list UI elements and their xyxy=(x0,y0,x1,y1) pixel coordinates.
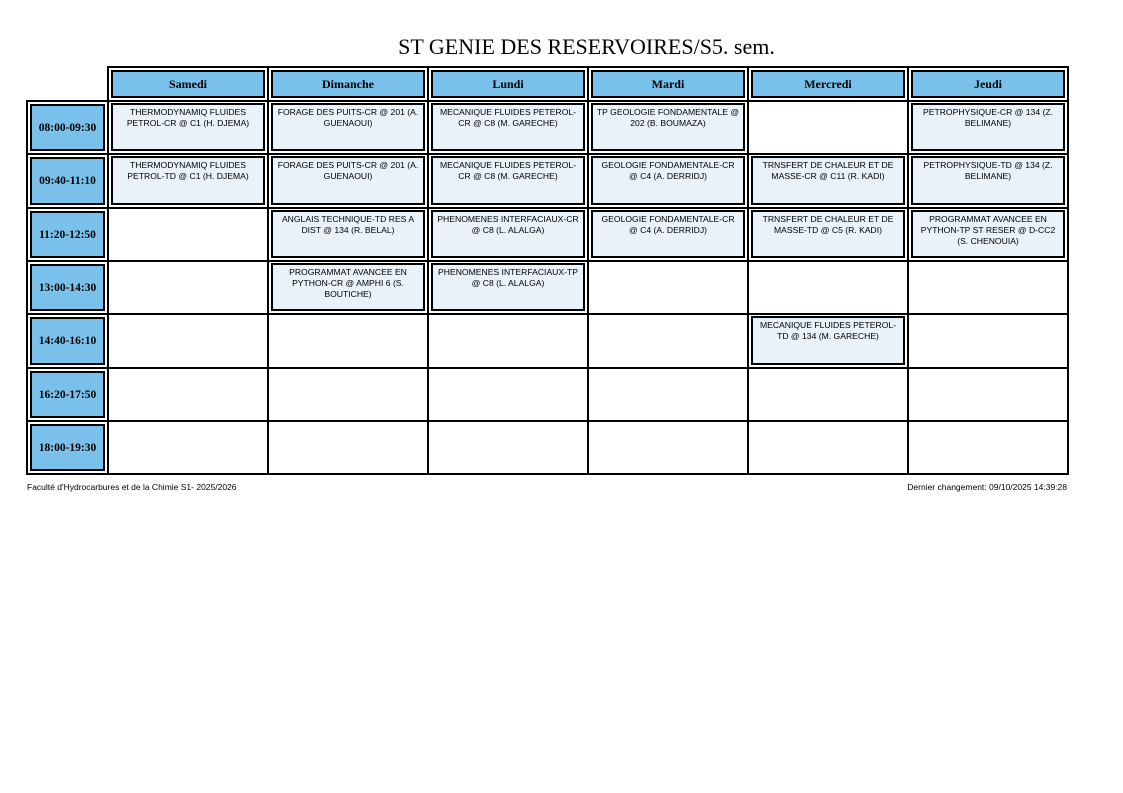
schedule-cell xyxy=(267,313,429,369)
day-header: Mercredi xyxy=(751,70,905,98)
schedule-cell xyxy=(587,420,749,475)
schedule-cell xyxy=(907,367,1069,422)
schedule-cell xyxy=(907,420,1069,475)
schedule-cell xyxy=(267,420,429,475)
course-block[interactable]: TRNSFERT DE CHALEUR ET DE MASSE-CR @ C11 (R. KADI) xyxy=(751,156,905,205)
course-block[interactable]: PHENOMENES INTERFACIAUX-CR @ C8 (L. ALALGA) xyxy=(431,210,585,258)
schedule-cell xyxy=(587,260,749,315)
course-block[interactable]: FORAGE DES PUITS-CR @ 201 (A. GUENAOUI) xyxy=(271,156,425,205)
day-header: Samedi xyxy=(111,70,265,98)
course-block[interactable]: THERMODYNAMIQ FLUIDES PETROL-CR @ C1 (H. DJEMA) xyxy=(111,103,265,151)
schedule-cell xyxy=(747,100,909,155)
time-slot-label: 13:00-14:30 xyxy=(30,264,105,311)
schedule-cell xyxy=(587,313,749,369)
schedule-cell xyxy=(267,367,429,422)
course-block[interactable]: FORAGE DES PUITS-CR @ 201 (A. GUENAOUI) xyxy=(271,103,425,151)
schedule-cell xyxy=(107,313,269,369)
schedule-cell xyxy=(107,207,269,262)
day-header: Lundi xyxy=(431,70,585,98)
course-block[interactable]: GEOLOGIE FONDAMENTALE-CR @ C4 (A. DERRIDJ) xyxy=(591,156,745,205)
page-title: ST GENIE DES RESERVOIRES/S5. sem. xyxy=(398,34,775,59)
time-slot-label: 11:20-12:50 xyxy=(30,211,105,258)
time-slot-label: 08:00-09:30 xyxy=(30,104,105,151)
course-block[interactable]: PETROPHYSIQUE-TD @ 134 (Z. BELIMANE) xyxy=(911,156,1065,205)
course-block[interactable]: TRNSFERT DE CHALEUR ET DE MASSE-TD @ C5 (R. KADI) xyxy=(751,210,905,258)
schedule-cell xyxy=(427,367,589,422)
schedule-cell xyxy=(587,367,749,422)
day-header: Mardi xyxy=(591,70,745,98)
course-block[interactable]: ANGLAIS TECHNIQUE-TD RES A DIST @ 134 (R. BELAL) xyxy=(271,210,425,258)
schedule-cell xyxy=(107,367,269,422)
course-block[interactable]: PETROPHYSIQUE-CR @ 134 (Z. BELIMANE) xyxy=(911,103,1065,151)
course-block[interactable]: THERMODYNAMIQ FLUIDES PETROL-TD @ C1 (H. DJEMA) xyxy=(111,156,265,205)
schedule-cell xyxy=(907,313,1069,369)
course-block[interactable]: PROGRAMMAT AVANCEE EN PYTHON-TP ST RESER @ D-CC2 (S. CHENOUIA) xyxy=(911,210,1065,258)
day-header: Jeudi xyxy=(911,70,1065,98)
time-slot-label: 14:40-16:10 xyxy=(30,317,105,365)
course-block[interactable]: TP GEOLOGIE FONDAMENTALE @ 202 (B. BOUMAZA) xyxy=(591,103,745,151)
time-slot-label: 18:00-19:30 xyxy=(30,424,105,471)
schedule-cell xyxy=(427,313,589,369)
course-block[interactable]: PHENOMENES INTERFACIAUX-TP @ C8 (L. ALALGA) xyxy=(431,263,585,311)
time-slot-label: 09:40-11:10 xyxy=(30,157,105,205)
schedule-cell xyxy=(107,260,269,315)
schedule-cell xyxy=(747,420,909,475)
schedule-cell xyxy=(107,420,269,475)
course-block[interactable]: MECANIQUE FLUIDES PETEROL-CR @ C8 (M. GARECHE) xyxy=(431,156,585,205)
footer-last-changed: Dernier changement: 09/10/2025 14:39:28 xyxy=(907,482,1067,492)
course-block[interactable]: PROGRAMMAT AVANCEE EN PYTHON-CR @ AMPHI 6 (S. BOUTICHE) xyxy=(271,263,425,311)
schedule-cell xyxy=(747,367,909,422)
footer-institution: Faculté d'Hydrocarbures et de la Chimie S1- 2025/2026 xyxy=(27,482,237,492)
schedule-cell xyxy=(427,420,589,475)
schedule-cell xyxy=(907,260,1069,315)
time-slot-label: 16:20-17:50 xyxy=(30,371,105,418)
schedule-cell xyxy=(747,260,909,315)
course-block[interactable]: GEOLOGIE FONDAMENTALE-CR @ C4 (A. DERRIDJ) xyxy=(591,210,745,258)
course-block[interactable]: MECANIQUE FLUIDES PETEROL-TD @ 134 (M. GARECHE) xyxy=(751,316,905,365)
day-header: Dimanche xyxy=(271,70,425,98)
course-block[interactable]: MECANIQUE FLUIDES PETEROL-CR @ C8 (M. GARECHE) xyxy=(431,103,585,151)
